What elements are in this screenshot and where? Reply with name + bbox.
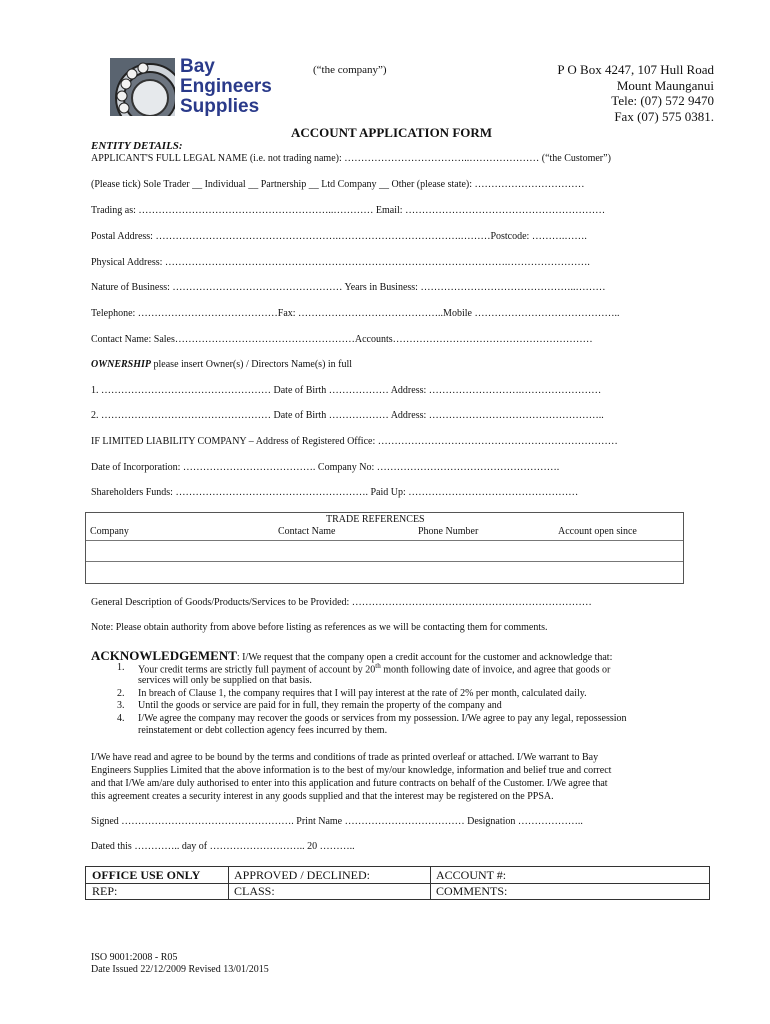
ack-item-2: In breach of Clause 1, the company requires that I will pay interest at the rate of 2% per month, calculated daily.: [138, 688, 587, 699]
trade-references-table: [85, 512, 684, 584]
agreement-line: and that I/We am/are duly authorised to enter into this application and future contracts on behalf of the Customer. I/We agree that: [91, 778, 608, 789]
ack-item-4: I/We agree the company may recover the goods or services from my possession. I/We agree to pay any legal, repossession: [138, 713, 627, 724]
column-header-contact-name: Contact Name: [278, 526, 336, 537]
logo-line-supplies: Supplies: [180, 96, 260, 117]
ownership-heading: OWNERSHIP: [91, 359, 152, 370]
ack-item-1-text-cont: month following date of invoice, and agree that goods or: [380, 664, 611, 676]
table-divider: [86, 883, 709, 884]
agreement-line: this agreement creates a security interest in any goods supplied and that the interest may be registered on the PPSA.: [91, 791, 554, 802]
address-line: Fax (07) 575 0381.: [614, 108, 714, 124]
trading-as-email-field[interactable]: Trading as: …………………………………………………..………… Email: ……………………………………………………: [91, 205, 606, 216]
signature-line[interactable]: Signed ……………………………………………. Print Name ……………………………… Designation ………………..: [91, 816, 583, 827]
dated-line[interactable]: Dated this ………….. day of ……………………….. 20 ………..: [91, 841, 355, 852]
ack-item-number: 3.: [117, 700, 125, 711]
legal-name-field[interactable]: APPLICANT'S FULL LEGAL NAME (i.e. not trading name): ………………………………..………………… (“the Customer”): [91, 153, 611, 164]
ack-item-number: 4.: [117, 713, 125, 724]
ack-item-1-line-2: services will only be supplied on that basis.: [138, 675, 312, 686]
acknowledgement-intro: : I/We request that the company open a credit account for the customer and acknowledge that:: [236, 652, 613, 663]
address-line: Mount Maunganui: [616, 77, 714, 93]
trade-references-title: TRADE REFERENCES: [326, 514, 425, 525]
address-line: P O Box 4247, 107 Hull Road: [557, 62, 714, 77]
nature-of-business-field[interactable]: Nature of Business: …………………………………………… Years in Business: ………………………………………..………: [91, 282, 606, 293]
trade-reference-row[interactable]: [87, 541, 682, 561]
contact-name-field[interactable]: Contact Name: Sales………………………………………………Accounts……………………………………………………: [91, 334, 593, 345]
ack-item-number: 1.: [117, 662, 125, 673]
registered-office-field[interactable]: IF LIMITED LIABILITY COMPANY – Address of Registered Office: ………………………………………………………………: [91, 436, 618, 447]
form-title: ACCOUNT APPLICATION FORM: [291, 125, 493, 140]
company-address: [557, 62, 714, 124]
entity-details-heading: ENTITY DETAILS:: [91, 140, 183, 152]
agreement-line: I/We have read and agree to be bound by the terms and conditions of trade as printed overleaf or attached. I/We warrant to Bay: [91, 752, 599, 763]
bearing-logo-icon: [110, 58, 175, 116]
rep-label: REP:: [92, 884, 118, 898]
ownership-instruction: please insert Owner(s) / Directors Name(s) in full: [151, 359, 353, 370]
comments-label: COMMENTS:: [436, 884, 508, 898]
ack-item-number: 2.: [117, 688, 125, 699]
goods-description-field[interactable]: General Description of Goods/Products/Services to be Provided: ………………………………………………………………: [91, 597, 592, 608]
logo-line-engineers: Engineers: [180, 76, 272, 97]
entity-type-tick-line[interactable]: (Please tick) Sole Trader __ Individual __ Partnership __ Ltd Company __ Other (please state): ……………………………: [91, 179, 585, 190]
class-label: CLASS:: [234, 884, 275, 898]
column-header-company: Company: [90, 526, 129, 537]
owner-1-field[interactable]: 1. …………………………………………… Date of Birth ……………… Address: ……………………….……………………: [91, 385, 602, 396]
ownership-heading-line: [91, 359, 352, 370]
column-header-phone-number: Phone Number: [418, 526, 479, 537]
postal-address-field[interactable]: Postal Address: ……………………………………………….……………………………….………Postcode: ……….…….: [91, 231, 587, 242]
address-line: Tele: (07) 572 9470: [611, 93, 714, 108]
incorporation-field[interactable]: Date of Incorporation: …………………………………. Company No: ……………………………………………….: [91, 462, 560, 473]
trade-reference-row[interactable]: [87, 562, 682, 582]
logo-line-bay: Bay: [180, 56, 215, 77]
agreement-line: Engineers Supplies Limited that the above information is to the best of my/our knowledge, information and belief true and correct: [91, 765, 612, 776]
physical-address-field[interactable]: Physical Address: ………………………………………………………………………………………….…………………….: [91, 257, 590, 268]
ack-item-1-text: Your credit terms are strictly full payment of account by 20: [138, 664, 376, 676]
telephone-fax-mobile-field[interactable]: Telephone: ……………………………………Fax: ……………………………………..Mobile ……………………………………..: [91, 308, 620, 319]
iso-reference: ISO 9001:2008 - R05: [91, 952, 178, 963]
office-use-only-label: OFFICE USE ONLY: [92, 868, 201, 882]
office-use-table: [85, 866, 710, 900]
column-header-account-open-since: Account open since: [558, 526, 637, 537]
shareholders-funds-field[interactable]: Shareholders Funds: …………………………………………………. Paid Up: ……………………………………………: [91, 487, 579, 498]
owner-2-field[interactable]: 2. …………………………………………… Date of Birth ……………… Address: ……………………………………………..: [91, 410, 604, 421]
references-note: Note: Please obtain authority from above before listing as references as we will be contacting them for comments.: [91, 622, 548, 633]
account-number-label: ACCOUNT #:: [436, 868, 507, 882]
company-logo: [110, 58, 175, 116]
company-logo-text: [180, 57, 272, 117]
document-dates: Date Issued 22/12/2009 Revised 13/01/2015: [91, 964, 269, 975]
ack-item-3: Until the goods or service are paid for in full, they remain the property of the company and: [138, 700, 502, 711]
approved-declined-label: APPROVED / DECLINED:: [234, 868, 371, 882]
ack-item-4-line-2: reinstatement or debt collection agency fees incurred by them.: [138, 725, 388, 736]
acknowledgement-heading: ACKNOWLEDGEMENT: [91, 648, 237, 663]
the-company-label: (“the company”): [313, 64, 387, 76]
ack-item-1: [138, 662, 610, 675]
ack-item-1-superscript: th: [375, 662, 381, 670]
